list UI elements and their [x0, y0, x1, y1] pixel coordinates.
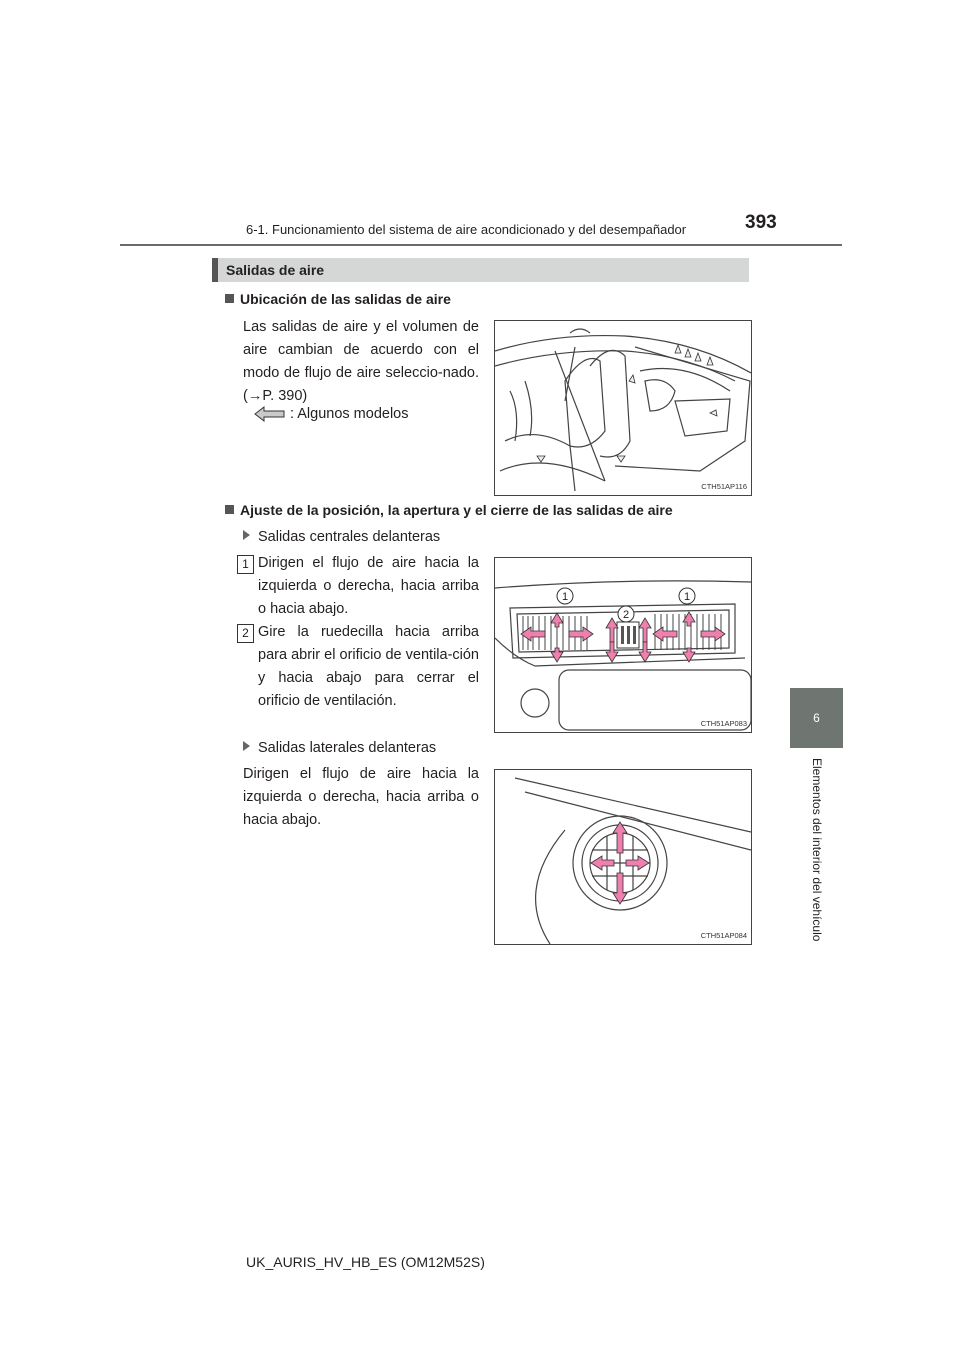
footer-code: UK_AURIS_HV_HB_ES (OM12M52S) — [246, 1254, 485, 1270]
subheading-location — [225, 291, 451, 307]
chapter-number: 6 — [813, 711, 820, 725]
figure-code: CTH51AP084 — [700, 931, 747, 940]
interior-illustration — [495, 321, 751, 495]
triangle-bullet-icon — [243, 741, 250, 751]
callout-2: 2 — [622, 609, 630, 621]
section-bar — [212, 258, 749, 282]
chapter-tab[interactable] — [790, 688, 843, 748]
side-vents-label-text: Salidas laterales delanteras — [258, 740, 437, 756]
square-bullet-icon — [225, 505, 234, 514]
step-2-text: Gire la ruedecilla hacia arriba para abrir el orificio de ventila-ción y hacia abajo para cerrar el orificio de ventilación. — [258, 624, 479, 709]
chapter-label: Elementos del interior del vehículo — [810, 758, 824, 942]
callout-1-right: 1 — [683, 591, 691, 603]
center-vents-label — [243, 526, 440, 549]
section-title: Salidas de aire — [226, 262, 325, 278]
section-bar-accent — [212, 258, 218, 282]
figure-center-vents — [494, 557, 752, 733]
figure-code: CTH51AP083 — [700, 719, 747, 728]
callout-1-left: 1 — [561, 591, 569, 603]
center-vents-illustration — [495, 558, 751, 732]
header-rule — [120, 244, 842, 246]
page-number: 393 — [745, 212, 777, 233]
side-vents-label — [243, 737, 436, 760]
figure-interior-vents — [494, 320, 752, 496]
legend-text: : Algunos modelos — [290, 406, 409, 422]
triangle-bullet-icon — [243, 530, 250, 540]
vent-arrow-legend-icon — [253, 405, 287, 423]
side-vents-text: Dirigen el flujo de aire hacia la izquierda o derecha, hacia arriba o hacia abajo. — [243, 766, 479, 828]
step-number-1: 1 — [237, 555, 254, 574]
subheading-text: Ubicación de las salidas de aire — [240, 291, 451, 307]
square-bullet-icon — [225, 294, 234, 303]
location-text: Las salidas de aire y el volumen de aire cambian de acuerdo con el modo de flujo de aire seleccio-nado. (→P. 390) — [243, 319, 479, 404]
step-number-2: 2 — [237, 624, 254, 643]
figure-side-vent — [494, 769, 752, 945]
step-1-text: Dirigen el flujo de aire hacia la izquierda o derecha, hacia arriba o hacia abajo. — [258, 555, 479, 617]
subheading-adjustment — [225, 502, 673, 518]
subheading-text: Ajuste de la posición, la apertura y el cierre de las salidas de aire — [240, 502, 673, 518]
header-title: 6-1. Funcionamiento del sistema de aire acondicionado y del desempañador — [246, 222, 687, 237]
figure-code: CTH51AP116 — [701, 482, 747, 491]
center-vents-label-text: Salidas centrales delanteras — [258, 529, 441, 545]
side-vent-illustration — [495, 770, 751, 944]
